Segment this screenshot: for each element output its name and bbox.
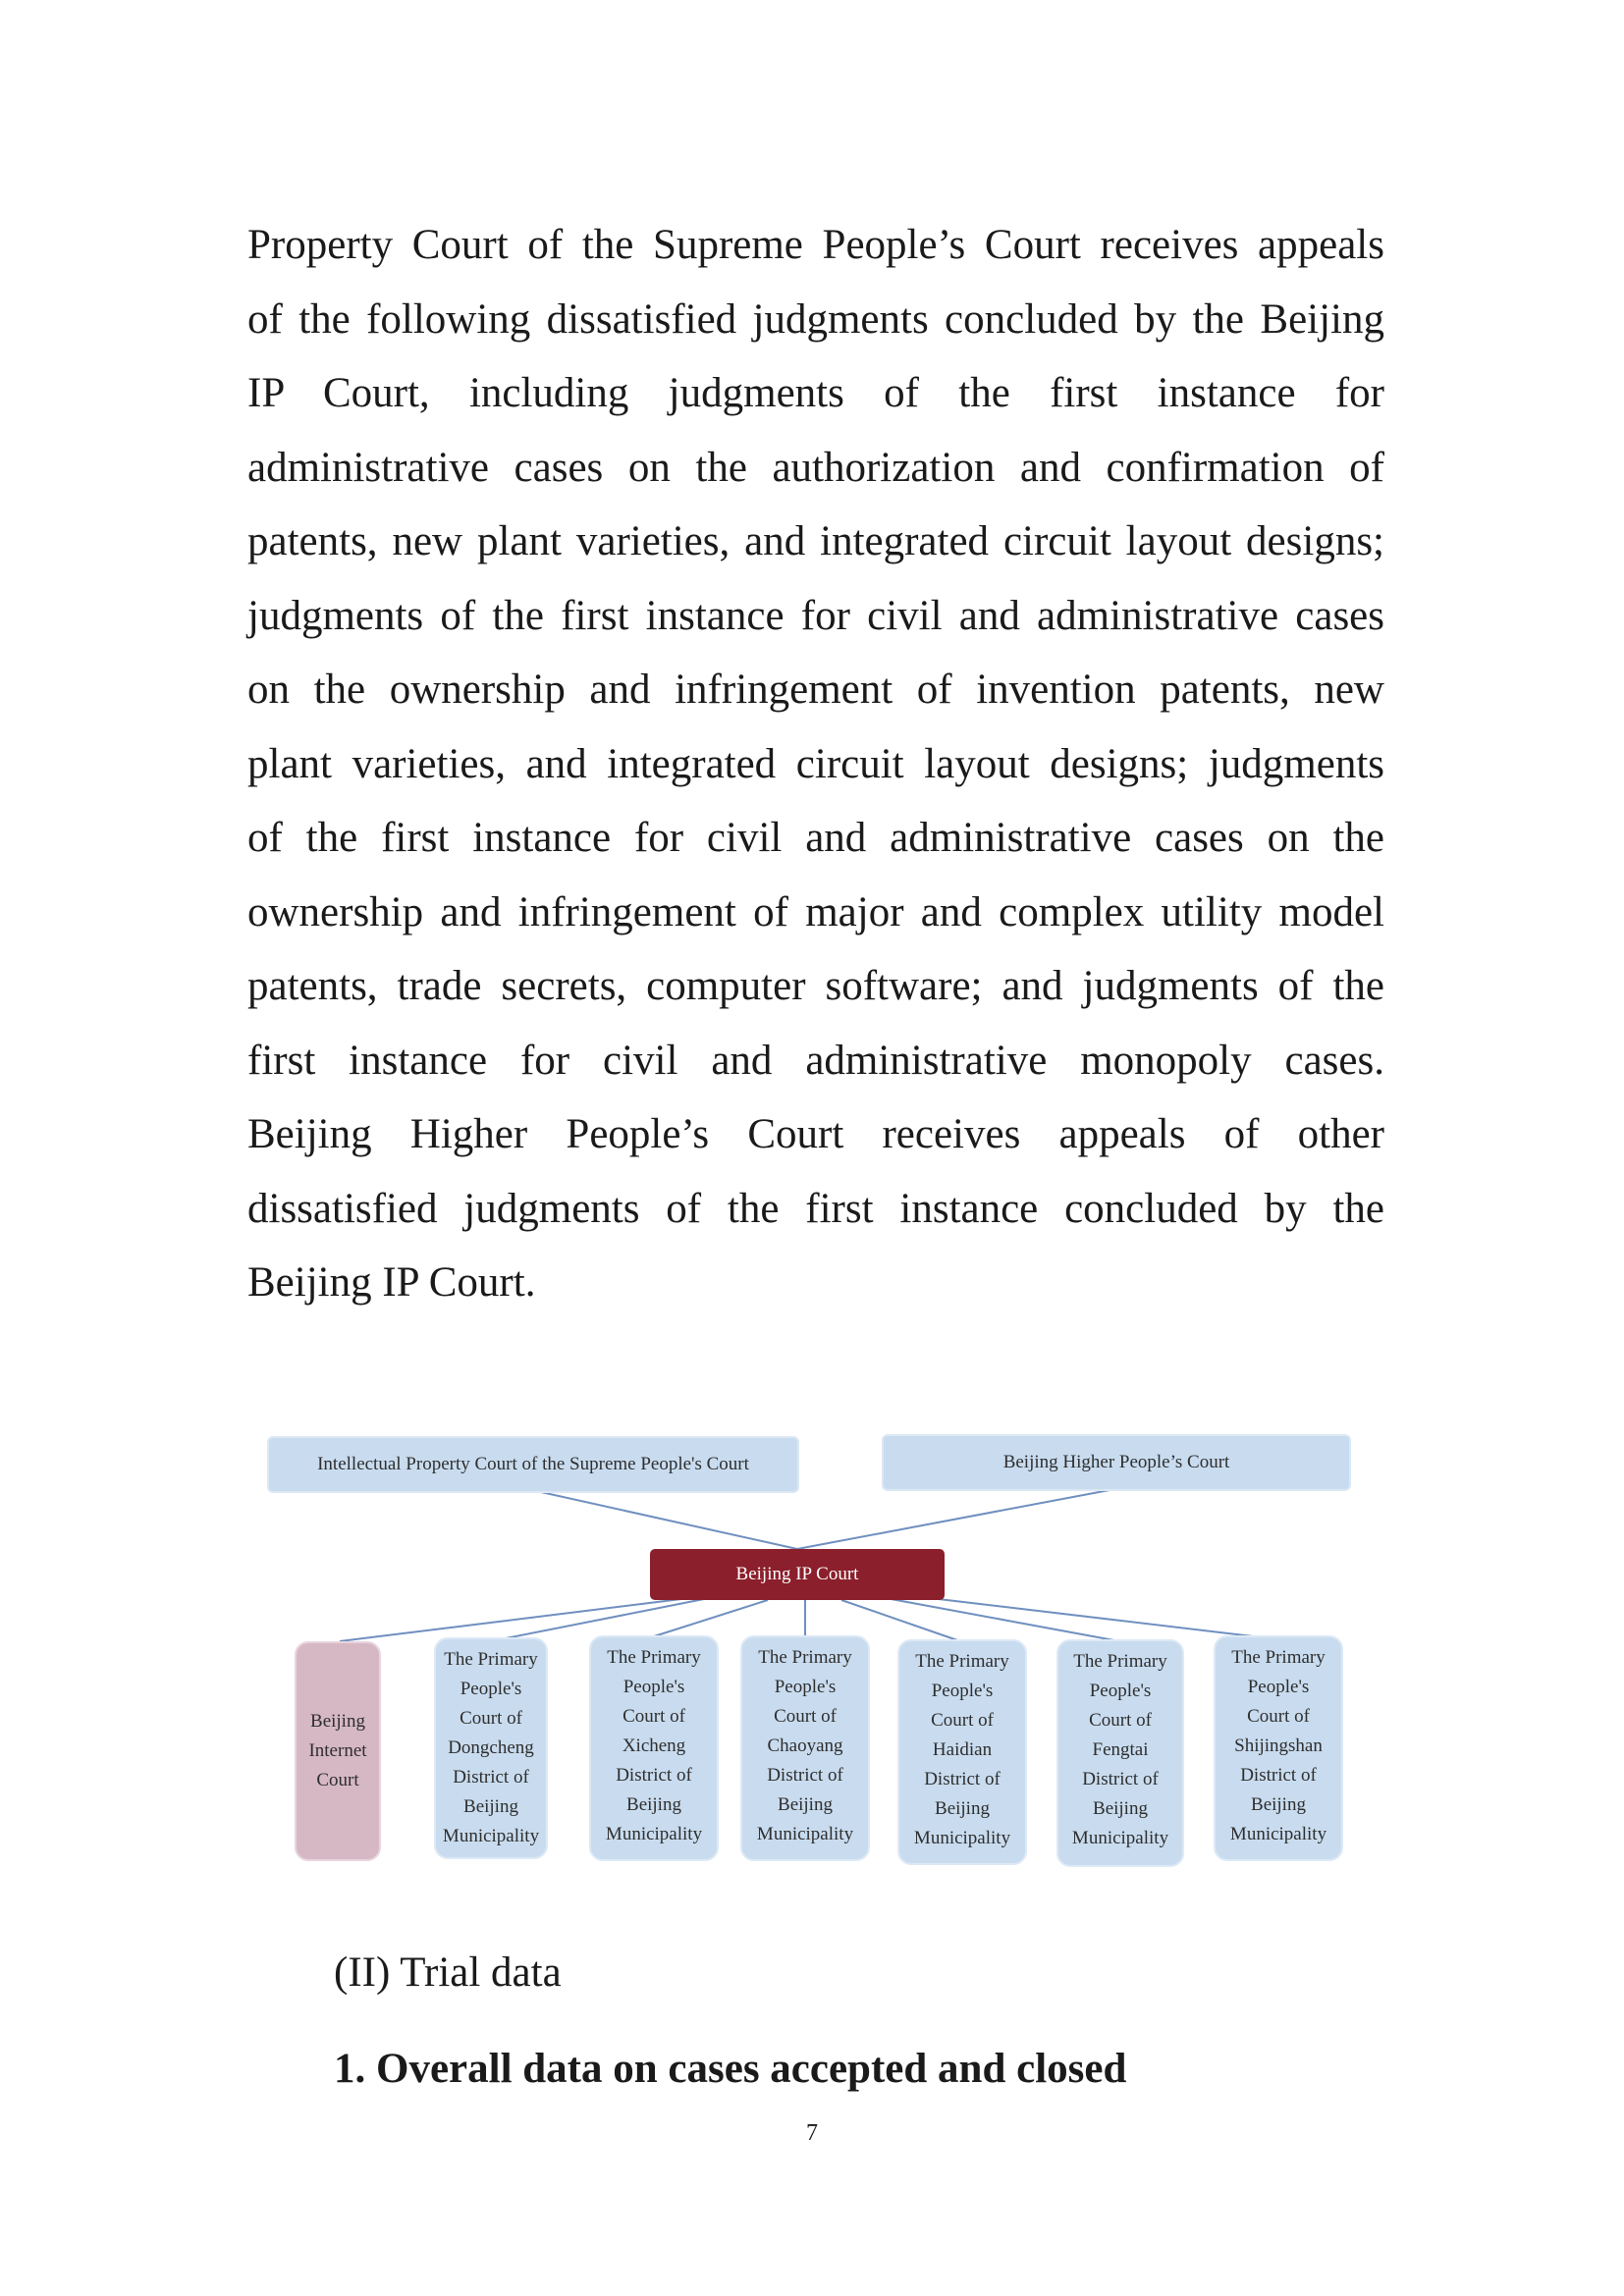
leaf-line: Municipality <box>756 1824 854 1844</box>
leaf-line: District of <box>453 1767 529 1788</box>
paragraph-line: ownership and infringement of major and complex utility model <box>247 888 1384 935</box>
paragraph-line: of the following dissatisfied judgments concluded by the Beijing <box>247 295 1384 343</box>
subsection-heading: 1. Overall data on cases accepted and closed <box>334 2046 1127 2092</box>
paragraph-line: plant varieties, and integrated circuit layout designs; judgments <box>247 740 1384 787</box>
paragraph-line: administrative cases on the authorization and confirmation of <box>247 444 1384 491</box>
paragraph-line: judgments of the first instance for civil and administrative cases <box>247 592 1384 639</box>
leaf-line: Shijingshan <box>1234 1735 1323 1756</box>
chaoyang-court-box <box>740 1635 870 1861</box>
paragraph-line: Beijing IP Court. <box>247 1259 536 1306</box>
connector-line <box>532 1490 797 1549</box>
paragraph-line: Beijing Higher People’s Court receives appeals of other <box>247 1111 1384 1157</box>
leaf-line: People's <box>460 1679 522 1699</box>
page-number: 7 <box>806 2120 818 2146</box>
leaf-line: Xicheng <box>622 1735 686 1756</box>
paragraph-line: of the first instance for civil and administrative cases on the <box>247 815 1384 861</box>
section-heading: (II) Trial data <box>334 1949 562 1996</box>
leaf-line: People's <box>1089 1681 1152 1701</box>
leaf-line: District of <box>1082 1769 1159 1789</box>
leaf-line: Beijing <box>463 1796 518 1817</box>
leaf-line: Chaoyang <box>767 1735 843 1756</box>
leaf-line: The Primary <box>444 1649 538 1670</box>
leaf-line: People's <box>774 1677 837 1697</box>
leaf-line: Municipality <box>1071 1828 1169 1848</box>
leaf-line: Beijing <box>935 1798 990 1819</box>
leaf-line: District of <box>616 1765 692 1786</box>
leaf-line: Court of <box>774 1706 837 1727</box>
leaf-line: Beijing <box>1251 1794 1306 1815</box>
leaf-line: People's <box>1247 1677 1310 1697</box>
connector-line <box>886 1598 1119 1641</box>
beijing-internet-court-box <box>295 1641 381 1861</box>
leaf-line: Court of <box>460 1708 522 1729</box>
paragraph-line: patents, new plant varieties, and integrated circuit layout designs; <box>247 518 1384 564</box>
leaf-line: People's <box>623 1677 685 1697</box>
leaf-line: Beijing <box>1093 1798 1148 1819</box>
leaf-line: Court of <box>623 1706 685 1727</box>
haidian-court-box <box>897 1639 1027 1865</box>
leaf-line: Beijing <box>626 1794 681 1815</box>
leaf-line: Fengtai <box>1092 1739 1149 1760</box>
paragraph-line: patents, trade secrets, computer software; and judgments of the <box>247 963 1384 1009</box>
xicheng-court-box <box>589 1635 719 1861</box>
leaf-line: Municipality <box>1229 1824 1327 1844</box>
paragraph-line: dissatisfied judgments of the first instance concluded by the <box>247 1185 1384 1232</box>
leaf-line: Beijing <box>310 1711 365 1732</box>
leaf-line: Court of <box>1089 1710 1152 1731</box>
connector-line <box>905 1595 1278 1639</box>
leaf-line: Beijing <box>778 1794 833 1815</box>
leaf-line: The Primary <box>915 1651 1009 1672</box>
leaf-line: District of <box>767 1765 843 1786</box>
paragraph-line: first instance for civil and administrative monopoly cases. <box>247 1037 1384 1084</box>
beijing-ip-court-box: Beijing IP Court <box>650 1549 945 1600</box>
leaf-line: District of <box>924 1769 1001 1789</box>
leaf-line: Internet <box>308 1740 367 1761</box>
paragraph-line: on the ownership and infringement of invention patents, new <box>247 667 1384 713</box>
paragraph-line: Property Court of the Supreme People’s Court receives appeals <box>247 222 1384 268</box>
leaf-line: The Primary <box>758 1647 852 1668</box>
connector-line <box>797 1490 1110 1549</box>
shijingshan-court-box <box>1214 1635 1343 1861</box>
leaf-line: District of <box>1240 1765 1317 1786</box>
leaf-line: Court of <box>1247 1706 1310 1727</box>
ip-court-supreme-box: Intellectual Property Court of the Supreme People's Court <box>267 1436 799 1493</box>
leaf-line: Haidian <box>932 1739 993 1760</box>
paragraph-line: IP Court, including judgments of the first instance for <box>247 370 1384 416</box>
body-paragraph <box>247 208 1384 1320</box>
leaf-line: The Primary <box>1231 1647 1326 1668</box>
leaf-line: The Primary <box>607 1647 701 1668</box>
leaf-line: Municipality <box>913 1828 1011 1848</box>
leaf-line: Dongcheng <box>448 1737 534 1758</box>
leaf-line: Municipality <box>442 1826 540 1846</box>
leaf-line: Municipality <box>605 1824 703 1844</box>
leaf-line: Court <box>316 1770 359 1790</box>
dongcheng-court-box <box>434 1637 548 1859</box>
court-hierarchy-diagram <box>257 1423 1362 1875</box>
leaf-line: The Primary <box>1073 1651 1167 1672</box>
beijing-higher-court-box: Beijing Higher People’s Court <box>882 1434 1351 1491</box>
leaf-line: People's <box>931 1681 994 1701</box>
leaf-line: Court of <box>931 1710 994 1731</box>
fengtai-court-box <box>1056 1639 1184 1867</box>
